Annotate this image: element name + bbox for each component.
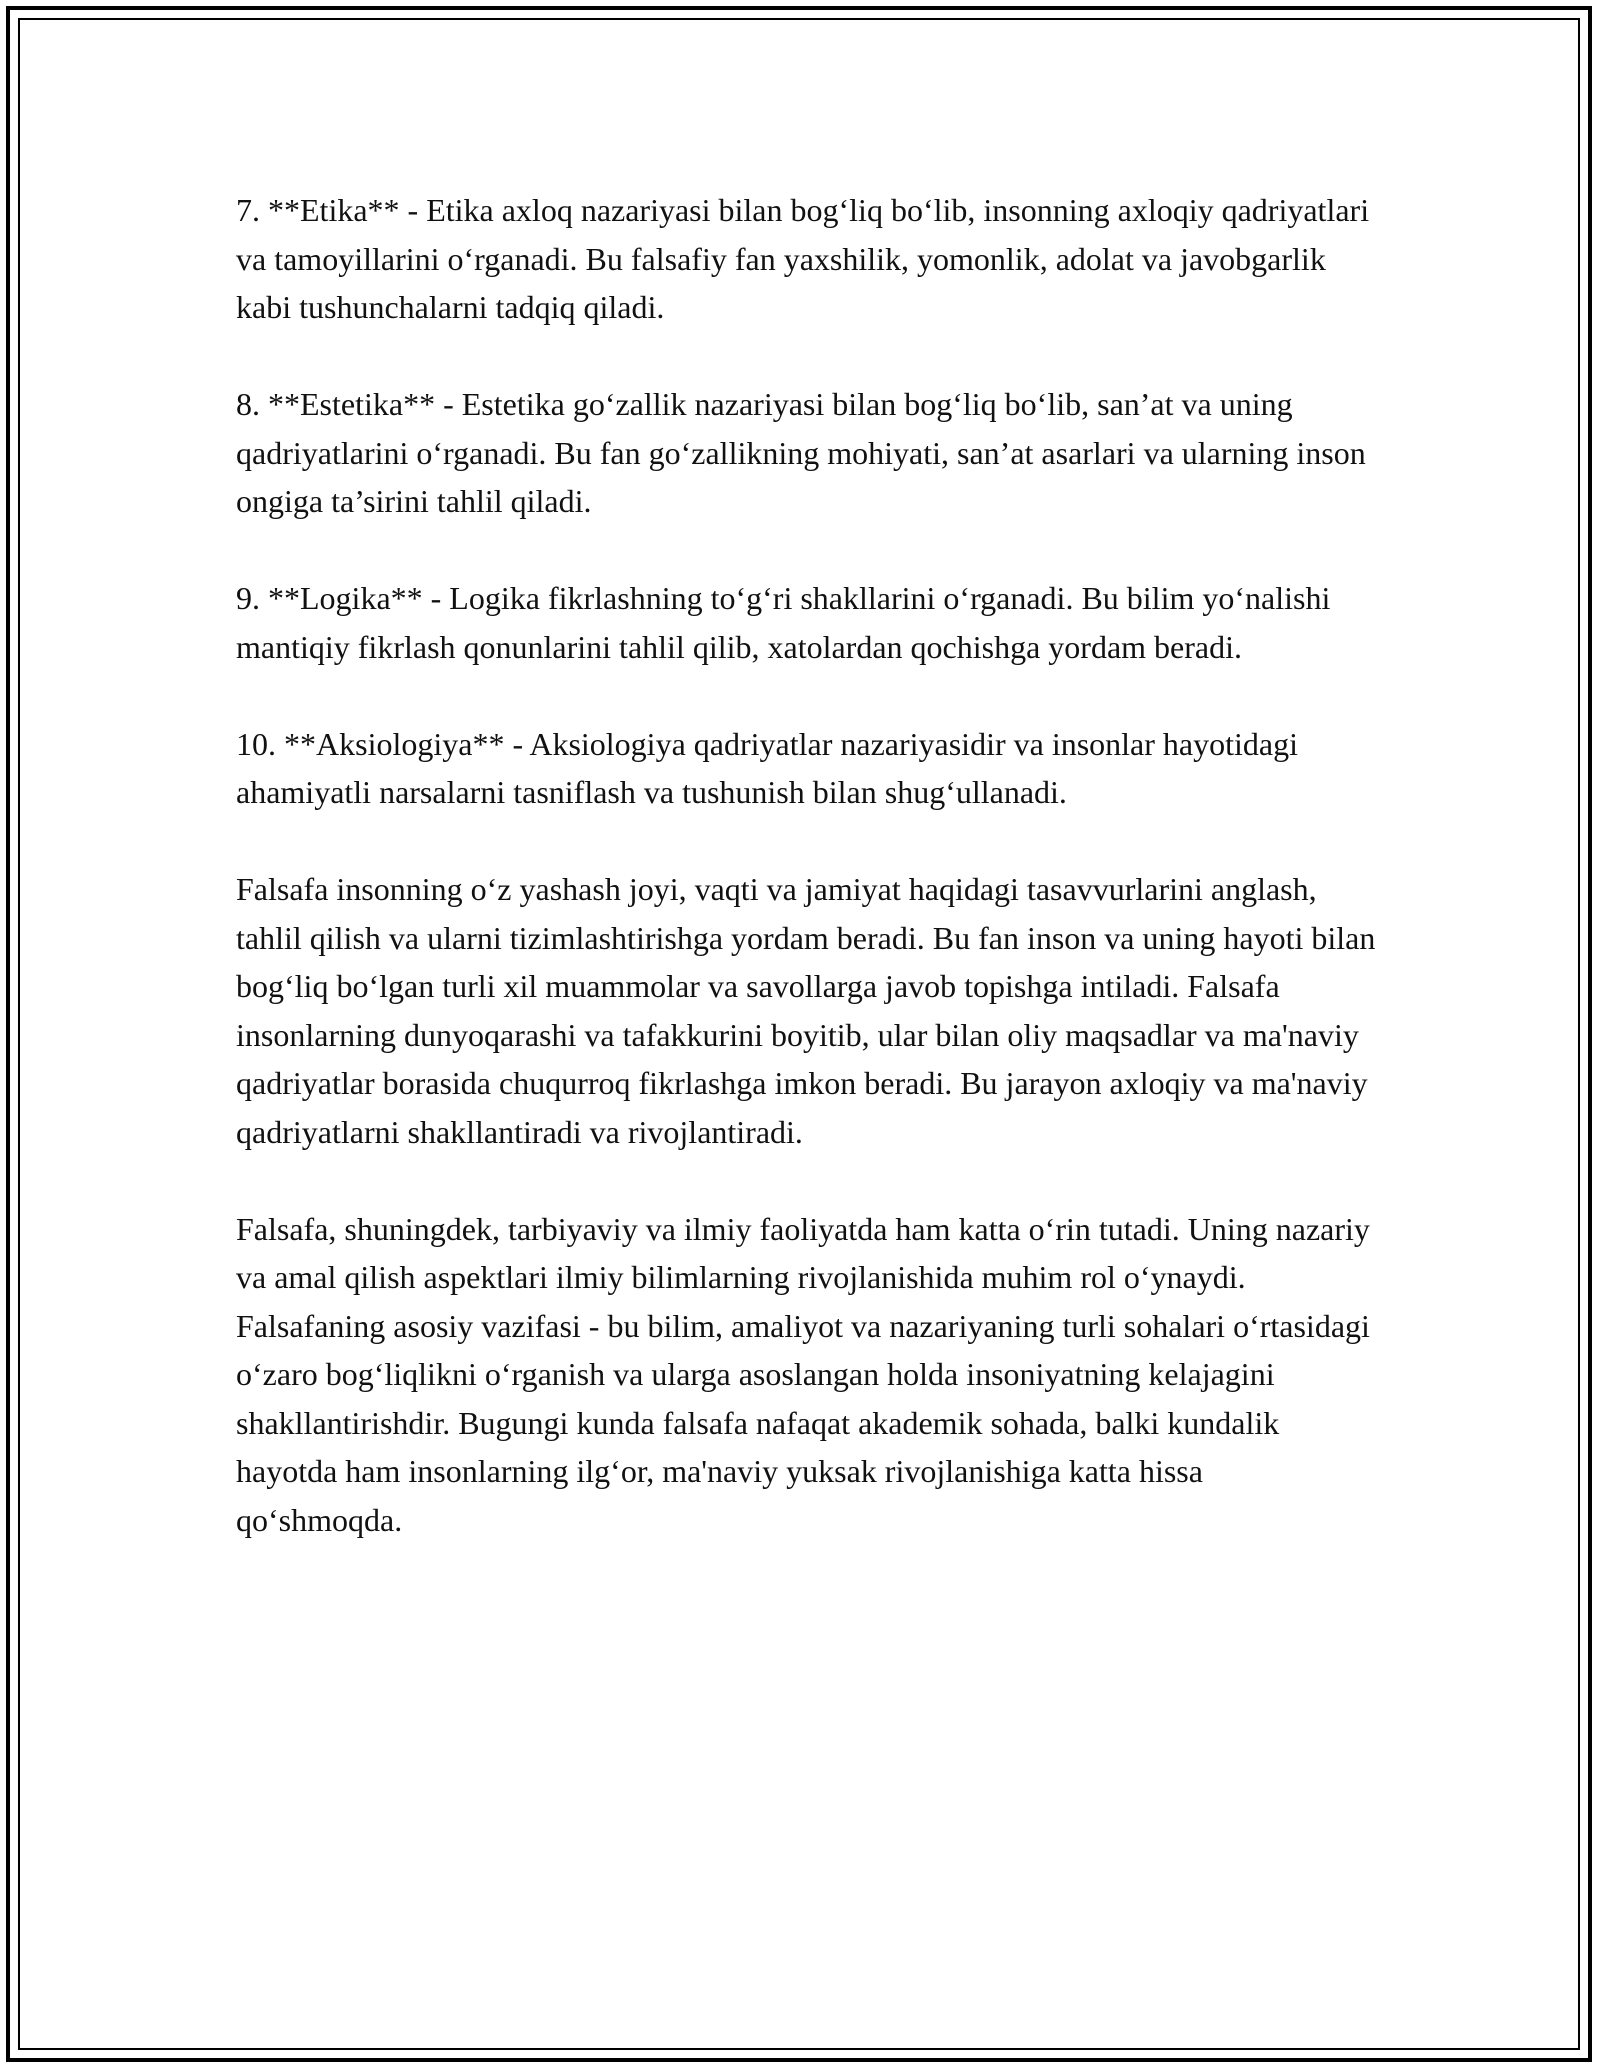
- paragraph-aksiologiya: 10. **Aksiologiya** - Aksiologiya qadriyatlar nazariyasidir va insonlar hayotidagi ahamiyatli narsalarni tasniflash va tushunish bilan shug‘ullanadi.: [236, 725, 1298, 810]
- paragraph-falsafa-role: Falsafa insonning o‘z yashash joyi, vaqti va jamiyat haqidagi tasavvurlarini anglash, tahlil qilish va ularni tizimlashtirishga yordam beradi. Bu fan inson va uning hayoti bilan bog‘liq bo‘lgan turli xil muammolar va savollarga javob topishga intiladi. Falsafa insonlarning dunyoqarashi va tafakkurini boyitib, ular bilan oliy maqsadlar va ma'naviy qadriyatlar borasida chuqurroq fikrlashga imkon beradi. Bu jarayon axloqiy va ma'naviy qadriyatlarni shakllantiradi va rivojlantiradi.: [236, 871, 1376, 1150]
- paragraph-etika: 7. **Etika** - Etika axloq nazariyasi bilan bog‘liq bo‘lib, insonning axloqiy qadriyatlari va tamoyillarini o‘rganadi. Bu falsafiy fan yaxshilik, yomonlik, adolat va javobgarlik kabi tushunchalarni tadqiq qiladi.: [236, 192, 1370, 325]
- paragraph-estetika: 8. **Estetika** - Estetika go‘zallik nazariyasi bilan bog‘liq bo‘lib, san’at va uning qadriyatlarini o‘rganadi. Bu fan go‘zallikning mohiyati, san’at asarlari va ularning inson ongiga ta’sirini tahlil qiladi.: [236, 386, 1366, 519]
- document-body: [236, 186, 1376, 1593]
- paragraph-falsafa-education: Falsafa, shuningdek, tarbiyaviy va ilmiy faoliyatda ham katta o‘rin tutadi. Uning nazariy va amal qilish aspektlari ilmiy bilimlarning rivojlanishida muhim rol o‘ynaydi. Falsafaning asosiy vazifasi - bu bilim, amaliyot va nazariyaning turli sohalari o‘rtasidagi o‘zaro bog‘liqlikni o‘rganish va ularga asoslangan holda insoniyatning kelajagini shakllantirishdir. Bugungi kunda falsafa nafaqat akademik sohada, balki kundalik hayotda ham insonlarning ilg‘or, ma'naviy yuksak rivojlanishiga katta hissa qo‘shmoqda.: [236, 1210, 1370, 1538]
- paragraph-logika: 9. **Logika** - Logika fikrlashning to‘g‘ri shakllarini o‘rganadi. Bu bilim yo‘nalishi mantiqiy fikrlash qonunlarini tahlil qilib, xatolardan qochishga yordam beradi.: [236, 580, 1331, 665]
